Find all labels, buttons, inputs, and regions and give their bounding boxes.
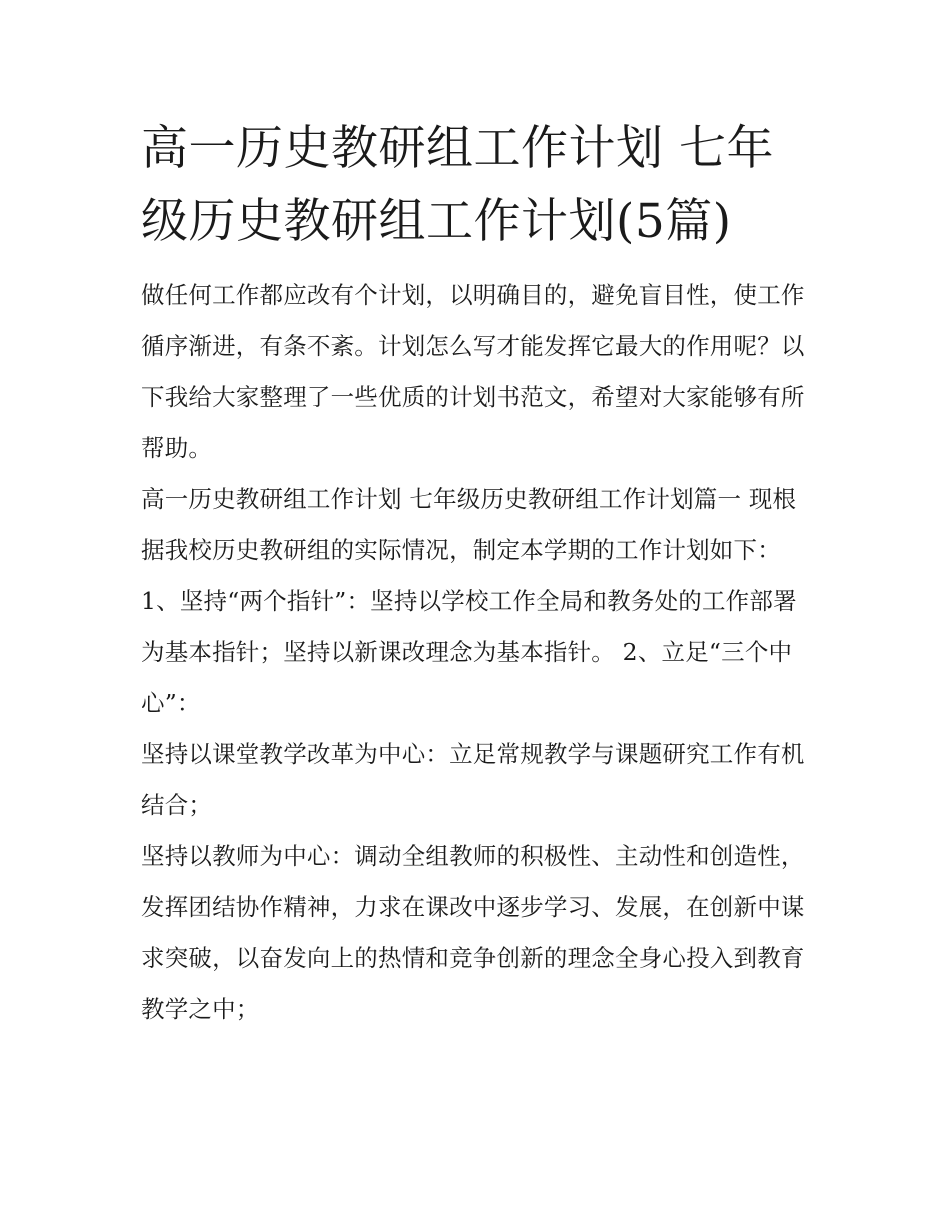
paragraph-classroom-center: 坚持以课堂教学改革为中心：立足常规教学与课题研究工作有机结合；: [141, 740, 805, 819]
paragraph-two-pointers: 1、坚持“两个指针”：坚持以学校工作全局和教务处的工作部署为基本指针；坚持以新课改理念为基本指针。 2、立足“三个中心”：: [141, 587, 797, 717]
document-title: 高一历史教研组工作计划 七年级历史教研组工作计划(5篇): [141, 121, 774, 249]
paragraph-intro: 做任何工作都应改有个计划，以明确目的，避免盲目性，使工作循序渐进，有条不紊。计划怎么写才能发挥它最大的作用呢？以下我给大家整理了一些优质的计划书范文，希望对大家能够有所帮助。: [141, 281, 805, 462]
paragraph-section-one: 高一历史教研组工作计划 七年级历史教研组工作计划篇一 现根据我校历史教研组的实际情况，制定本学期的工作计划如下：: [141, 485, 797, 564]
document-body: [141, 112, 813, 1035]
paragraph-teacher-center: 坚持以教师为中心：调动全组教师的积极性、主动性和创造性，发挥团结协作精神，力求在课改中逐步学习、发展，在创新中谋求突破，以奋发向上的热情和竞争创新的理念全身心投入到教育教学之中；: [141, 842, 805, 1023]
